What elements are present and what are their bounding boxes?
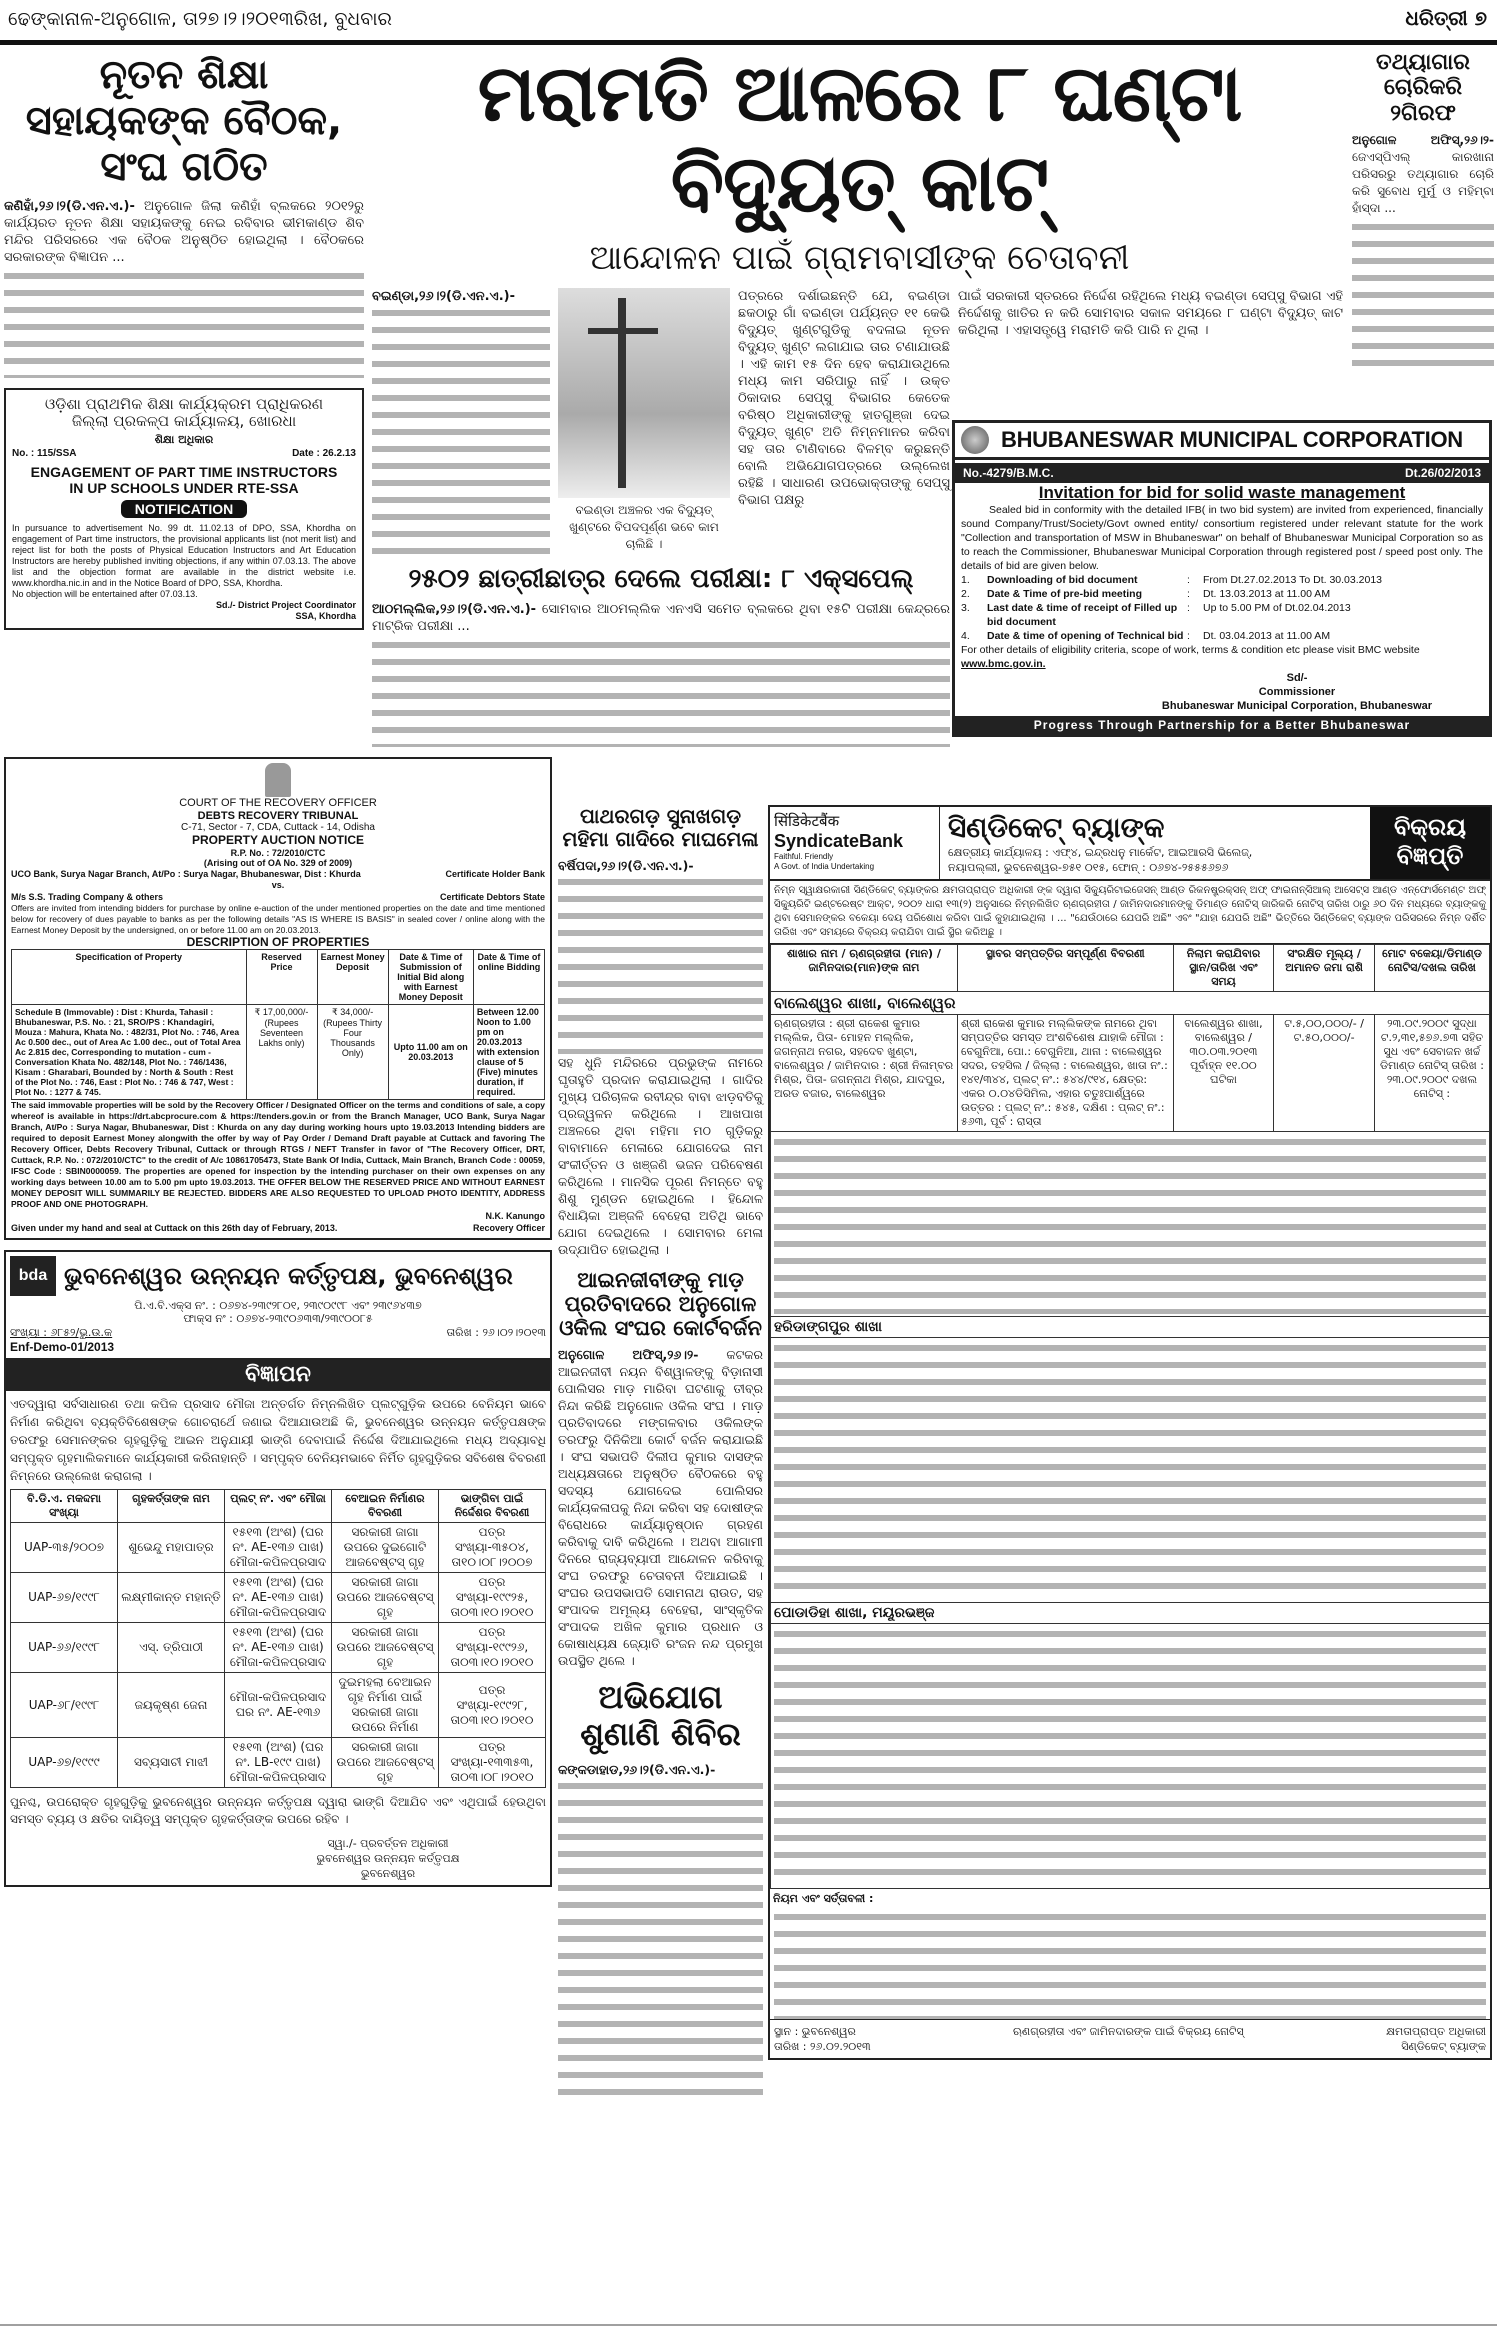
drt-auction-ad bbox=[4, 757, 552, 1240]
story-dateline: କଙ୍କଡାହାଡ,୨୬।୨(ଡି.ଏନ.ଏ.)- bbox=[558, 1762, 716, 1778]
org-name: ଓଡ଼ିଶା ପ୍ରାଥମିକ ଶିକ୍ଷା କାର୍ଯ୍ୟକ୍ରମ ପ୍ରାଧିକରଣ bbox=[44, 395, 324, 413]
branch-name: ପୋଡାଡିହା ଶାଖା, ମୟୂରଭଞ୍ଜ bbox=[771, 1602, 1490, 1623]
dues-cell: ୨୩.୦୯.୨୦୦୯ ସୁଦ୍ଧା ଟ.୨,୩୧,୫୭୬.୭୩ ସହିତ ସୁଧ ଏବଂ ସେବାଜନ ଖର୍ଚ୍ଚ ଡିମାଣ୍ଡ ନୋଟିସ୍ ତାରିଖ : ୨୩.୦୯.୨୦୦୯ ଦଖଲ ନୋଟିସ୍ : bbox=[1374, 1014, 1489, 1131]
text-placeholder bbox=[4, 268, 364, 378]
notice-number: No. : 115/SSA bbox=[12, 448, 77, 460]
ad-subtitle: IN UP SCHOOLS UNDER RTE-SSA bbox=[69, 480, 299, 497]
sale-notice-banner: ବିକ୍ରୟ ବିଜ୍ଞପ୍ତି bbox=[1370, 807, 1490, 879]
text-placeholder bbox=[774, 1626, 1486, 1886]
story-dateline: ଅନୁଗୋଳ ଅଫିସ୍,୨୬।୨- bbox=[558, 1347, 699, 1363]
headline: ଅଭିଯୋଗ ଶୁଣାଣି ଶିବିର bbox=[580, 1678, 741, 1754]
story-theft bbox=[1352, 50, 1494, 369]
table-cell: ୧୫୧୩ (ଅଂଶ) (ଘର ନଂ. AE-୧୩୬ ପାଖ) ମୌଜା-କପିଳପ୍ରସାଦ bbox=[225, 1623, 332, 1673]
table-row bbox=[11, 1623, 546, 1673]
bmc-bid-ad bbox=[952, 420, 1492, 737]
terms: The said immovable properties will be sold by the Recovery Officer / Designated Officer on the terms and conditions of sale, a copy whereof is available in https://drt.abcprocure.com & https://tenders.gov.in or from the Branch Manager, UCO Bank, Surya Nagar Branch, At/Po : Surya Nagar, Bhubaneswar, Dist : Khurda on any day during working hours upto 19.03.2013 Intending bidders are required to deposit Earnest Money alongwith the offer by way of Pay Order / Demand Draft payable at Cuttack and favoring The Recovery Officer, Debts Recovery Tribunal, Cuttack or through RTGS / NEFT Transfer in favor of "The Recovery Officer, DRT, Cuttack, R.P. No. : 072/2010/CTC" to the credit of A/c 10861705473, State Bank Of India, Cuttack, Main Branch, Branch Code : 00059, IFSC Code : SBIN0000059. The properties are opened for inspection by the intending purchaser on their own expenses on any working days between 10.00 am to 5.00 pm upto 19.03.2013. THE OFFER BELOW THE RESERVED PRICE AND WITHOUT EARNEST MONEY DEPOSIT WILL SUMMARILY BE REJECTED. BIDDERS ARE ALSO REQUESTED TO UPLOAD PHOTO IDENTITY, ADDRESS PROOF AND ONE PHOTOGRAPH. bbox=[11, 1100, 545, 1210]
table-cell: Schedule B (Immovable) : Dist : Khurda, Tahasil : Bhubaneswar, P.S. No. : 21, SRO/PS : Khandagiri, Mouza : Mahura, Khata No. : 482/31, Plot No. : 746, Area Ac 0.500 dec., out of Area Ac 1.00 dec., out of Total Area Ac 2.815 dec, Corresponding to mutation - cum - Conversation Khata No. 482/148, Plot No. : 746/1436, Kisam : Gharabari, Bounded by : North & South : Rest of the Plot No. : 746, East : Plot No. : 746 & 747, West : Plot No. : 1277 & 745. bbox=[12, 1005, 247, 1100]
item-number: 2. bbox=[961, 588, 970, 600]
table-cell: Between 12.00 Noon to 1.00 pm on 20.03.2013 with extension clause of 5 (Five) minutes duration, if required. bbox=[473, 1005, 544, 1100]
notification-badge: NOTIFICATION bbox=[121, 500, 248, 518]
logo-english: SyndicateBank bbox=[774, 831, 904, 851]
story-exam bbox=[372, 565, 950, 747]
column-header: ଗୃହକର୍ତ୍ତାଙ୍କ ନାମ bbox=[118, 1490, 225, 1523]
signatory: କ୍ଷମତାପ୍ରାପ୍ତ ଅଧିକାରୀ bbox=[1386, 2024, 1486, 2038]
syndicate-logo bbox=[770, 807, 940, 879]
table-title: DESCRIPTION OF PROPERTIES bbox=[186, 934, 370, 949]
power-cut-column-2 bbox=[558, 288, 730, 553]
table-cell: UAP-୩୫/୨୦୦୭ bbox=[11, 1523, 118, 1573]
bmc-logo-icon bbox=[961, 426, 989, 454]
signatory-org: Bhubaneswar Municipal Corporation, Bhubaneswar bbox=[1161, 700, 1433, 712]
price-cell: ଟ.୫,୦୦,୦୦୦/- / ଟ.୫୦,୦୦୦/- bbox=[1274, 1014, 1375, 1131]
borrower-cell: ଋଣଗ୍ରହୀତା : ଶ୍ରୀ ରାକେଶ କୁମାର ମଲ୍ଲିକ, ପିତା- ମୋହନ ମଲ୍ଲିକ, ଜଗନ୍ନାଥ ନଗର, ସହଦେବ ଖୁଣ୍ଟା, ବାଲେଶ୍ୱର / ଜାମିନଦାର : ଶ୍ରୀ ନିଳାମ୍ବର ମିଶ୍ର, ପିତା- ଜଗନ୍ନାଥ ମିଶ୍ର, ଯାଦପୁର, ଅରଡ ବଜାର, ବାଲେଶ୍ୱର bbox=[771, 1014, 958, 1131]
versus: vs. bbox=[271, 880, 285, 891]
page-bottom-rule bbox=[0, 2324, 1497, 2326]
column-header: ସ୍ଥାବର ସମ୍ପତ୍ତିର ସମ୍ପୂର୍ଣ୍ଣ ବିବରଣୀ bbox=[957, 944, 1173, 991]
story-fair bbox=[558, 805, 763, 1258]
table-cell: ପତ୍ର ସଂଖ୍ୟା-୩୫୦୪, ତା୧୦।୦୮।୨୦୦୭ bbox=[439, 1523, 546, 1573]
tribunal-name: DEBTS RECOVERY TRIBUNAL bbox=[197, 809, 359, 822]
notice-date: Dt.26/02/2013 bbox=[1404, 466, 1481, 480]
date: ତାରିଖ : ୨୬.୦୨.୨୦୧୩ bbox=[774, 2039, 871, 2053]
officer-title: Recovery Officer bbox=[472, 1223, 545, 1234]
given-under: Given under my hand and seal at Cuttack on this 26th day of February, 2013. bbox=[11, 1223, 338, 1234]
signature: Sd/- bbox=[1286, 672, 1308, 684]
item-label: Last date & time of receipt of Filled up bid document bbox=[987, 602, 1178, 628]
table-cell: ପତ୍ର ସଂଖ୍ୟା-୧୯୯୨୫, ତା୦୩।୧୦।୨୦୧୦ bbox=[439, 1573, 546, 1623]
story-dateline: ବଇଣ୍ଡା,୨୬।୨(ଡି.ଏନ.ଏ.)- bbox=[372, 289, 515, 304]
signatory-title: Commissioner bbox=[1258, 686, 1336, 698]
table-cell: ପତ୍ର ସଂଖ୍ୟା-୧୯୯୨୬, ତା୦୩।୧୦।୨୦୧୦ bbox=[439, 1623, 546, 1673]
power-cut-column-1 bbox=[372, 288, 550, 555]
subheadline: ଆନ୍ଦୋଳନ ପାଇଁ ଗ୍ରାମବାସୀଙ୍କ ଚେତାବନୀ bbox=[589, 238, 1130, 279]
properties-table bbox=[770, 944, 1490, 1889]
table-cell: ୧୫୧୩ (ଅଂଶ) (ଘର ନଂ. AE-୧୩୬ ପାଖ) ମୌଜା-କପିଳପ୍ରସାଦ bbox=[225, 1573, 332, 1623]
column-header: Reserved Price bbox=[246, 950, 317, 1005]
officer-name: N.K. Kanungo bbox=[485, 1211, 545, 1222]
table-row bbox=[11, 1573, 546, 1623]
column-header: Date & Time of Submission of Initial Bid along with Earnest Money Deposit bbox=[388, 950, 473, 1005]
table-cell: ସରକାରୀ ଜାଗା ଉପରେ ଆଜବେଷ୍ଟସ୍ ଗୃହ bbox=[332, 1623, 439, 1673]
table-cell: UAP-୬୭/୧୯୯୯ bbox=[11, 1738, 118, 1788]
fax-number: ଫାକ୍ସ ନଂ : ୦୬୭୪-୨୩୯୦୬୩୩/୨୩୯୦୦୮୫ bbox=[183, 1311, 373, 1325]
tribunal-address: C-71, Sector - 7, CDA, Cuttack - 14, Odisha bbox=[181, 822, 375, 834]
ad-title: PROPERTY AUCTION NOTICE bbox=[191, 832, 364, 847]
column-header: ମୋଟ ବକେୟା/ଡିମାଣ୍ଡ ନୋଟିସ/ଦଖଲ ତାରିଖ bbox=[1374, 944, 1489, 991]
item-value: From Dt.27.02.2013 To Dt. 30.03.2013 bbox=[1203, 574, 1383, 586]
branch-name: ବାଲେଶ୍ୱର ଶାଖା, ବାଲେଶ୍ୱର bbox=[771, 991, 1490, 1014]
headline: ଆଇନଜୀବୀଙ୍କୁ ମାଡ଼ ପ୍ରତିବାଦରେ ଅନୁଗୋଳ ଓକିଲ ସଂଘର କୋର୍ଟବର୍ଜନ bbox=[559, 1268, 762, 1341]
story-body: ଜେଏସ୍‌ପିଏଲ୍ କାରଖାନା ପରିସରରୁ ତଥ୍ୟାଗାର ଚୋରି କରି ସୁବୋଧ ମୁର୍ମୁ ଓ ମହିମ୍ବା ହାଁସ୍‌ଦା ... bbox=[1352, 149, 1494, 215]
debtor: M/s S.S. Trading Company & others bbox=[11, 891, 164, 902]
ad-body: Sealed bid in conformity with the detailed IFB( in two bid system) are invited from experienced, financially sound Company/Trust/Society/Govt owned entity/ consortium registered under relevant statute for the work "Collection and transportation of MSW in Bhubaneswar" on behalf of Bhubaneswar Municipal Corporation so as to reach the Commissioner, Bhubaneswar Municipal Corporation through registered post / speed post only. The details of bid are given below. bbox=[961, 504, 1483, 572]
text-placeholder bbox=[372, 305, 550, 555]
headline: ନୂତନ ଶିକ୍ଷା ସହାୟକଙ୍କ ବୈଠକ, ସଂଘ ଗଠିତ bbox=[25, 52, 343, 190]
notice-date: Date : 26.2.13 bbox=[292, 448, 356, 460]
rte-logo: ଶିକ୍ଷା ଅଧିକାର bbox=[154, 432, 214, 446]
ssa-notification-ad bbox=[4, 388, 364, 630]
table-cell: Upto 11.00 am on 20.03.2013 bbox=[388, 1005, 473, 1100]
signatory-place: ଭୁବନେଶ୍ୱର bbox=[360, 1867, 416, 1881]
rp-number: R.P. No. : 72/2010/CTC bbox=[230, 847, 326, 858]
story-body: ଅନୁଗୋଳ ଜିଲା କଣିହାଁ ବ୍ଲକରେ ୨୦୧୨ରୁ କାର୍ଯ୍ୟରତ ନୂତନ ଶିକ୍ଷା ସହାୟକଙ୍କୁ ନେଇ ରବିବାର ଭୀମକାଣ୍ଡ ଶିବ ମନ୍ଦିର ପରିସରରେ ଏକ ବୈଠକ ଅନୁଷ୍ଠିତ ହୋଇଥିଲା । ବୈଠକରେ ସରକାରଙ୍କ ବିଜ୍ଞାପନ ... bbox=[4, 199, 364, 265]
story-power-cut bbox=[372, 50, 1347, 278]
column-header: ଭାଙ୍ଗିବା ପାଇଁ ନିର୍ଦ୍ଦେଶର ବିବରଣୀ bbox=[439, 1490, 546, 1523]
table-cell: ₹ 17,00,000/- (Rupees Seventeen Lakhs only) bbox=[246, 1005, 317, 1100]
column-header: ନିଲାମ କରାଯିବାର ସ୍ଥାନ/ତାରିଖ ଏବଂ ସମୟ bbox=[1173, 944, 1274, 991]
story-dateline: କଣିହାଁ,୨୬।୨(ଡି.ଏନ.ଏ.)- bbox=[4, 199, 135, 214]
headline: ତଥ୍ୟାଗାର ଚୋରିକରି ୨ଗିରଫ bbox=[1376, 50, 1470, 126]
bid-schedule: 1. Downloading of bid document : From Dt.27.02.2013 To Dt. 30.03.2013 2. Date & Time of pre-bid meeting : Dt. 13.03.2013 at 11.00 AM 3. Last date & time of receipt of Filled up bid document : Up to 5.00 PM of Dt.02.04.2013 4. Date & time of opening of Technical bid : Dt. 03.04.2013 at 11.00 AM bbox=[961, 574, 1383, 642]
item-label: Downloading of bid document bbox=[987, 574, 1138, 586]
org-name: ଭୁବନେଶ୍ୱର ଉନ୍ନୟନ କର୍ତ୍ତୃପକ୍ଷ, ଭୁବନେଶ୍ୱର bbox=[64, 1261, 513, 1290]
story-body: ପତ୍ରରେ ଦର୍ଶାଇଛନ୍ତି ଯେ, ବଇଣ୍ଡା ଛକଠାରୁ ଗାଁ ବଇଣ୍ଡା ପର୍ଯ୍ୟନ୍ତ ୧୧ କେଭି ବିଦ୍ୟୁତ୍ ଖୁଣ୍ଟଗୁଡିକୁ ବଦଳାଇ ନୂତନ ବିଦ୍ୟୁତ୍ ଖୁଣ୍ଟ ଲଗାଯାଇ ତାର ଟଣାଯାଉଛି । ଏହି କାମ ୧୫ ଦିନ ହେବ କରାଯାଉଥିଲେ ମଧ୍ୟ କାମ ସରିପାରୁ ନାହିଁ । ଉକ୍ତ ଠିକାଦାର ସେପ୍ସୁ ବିଭାଗର କେତେକ ବରିଷ୍ଠ ଅଧିକାରୀଙ୍କୁ ହାତଗୁଞ୍ଜା ଦେଇ ବିଦ୍ୟୁତ୍ ଖୁଣ୍ଟ ଅତି ନିମ୍ନମାନର କରିବା ସହ ତାର ଟାଣିବାରେ ବିଳମ୍ବ କରୁଛନ୍ତି ବୋଲି ଅଭିଯୋଗପତ୍ରରେ ଉଲ୍ଲେଖ ରହିଛି । ସାଧାରଣ ଉପଭୋକ୍ତାଙ୍କୁ ସେପ୍ସୁ ବିଭାଗ ପକ୍ଷରୁ bbox=[738, 289, 950, 508]
signatory: ସ୍ୱା./- ପ୍ରବର୍ତ୍ତନ ଅଧିକାରୀ bbox=[327, 1837, 449, 1851]
text-placeholder bbox=[558, 874, 763, 1054]
holder-bank: UCO Bank, Surya Nagar Branch, At/Po : Surya Nagar, Bhubaneswar, Dist : Khurda bbox=[11, 869, 361, 880]
table-row bbox=[11, 1673, 546, 1738]
ad-note: No objection will be entertained after 07.03.13. bbox=[12, 589, 198, 600]
column-header: ବି.ଡି.ଏ. ମକଦ୍ଦମା ସଂଖ୍ୟା bbox=[11, 1490, 118, 1523]
headline: ପାଥରଗଡ଼ ସୁନାଖଗଡ଼ ମହିମା ଗାଦିରେ ମାଘମେଳା bbox=[562, 804, 759, 851]
ad-title: ENGAGEMENT OF PART TIME INSTRUCTORS bbox=[30, 464, 338, 481]
ad-body: In pursuance to advertisement No. 99 dt. 11.02.13 of DPO, SSA, Khordha on engagement of Part time instructors, the provisional applicants list (not merit list) and reject list for both the posts of Physical Education Instructors and Art Education Instructors are hereby published inviting objections, if any within 07.03.13. The above list and the objection format are available in the district website i.e. www.khordha.nic.in and in the Notice Board of DPO, SSA, Khordha. bbox=[12, 523, 356, 589]
story-body: ସୋମବାର ଆଠମଲ୍ଲିକ ଏନଏସି ସମେତ ବ୍ଲକରେ ଥିବା ୧୫ଟି ପରୀକ୍ଷା କେନ୍ଦ୍ରରେ ମାଟ୍ରିକ ପରୀକ୍ଷା ... bbox=[372, 601, 950, 634]
oa-number: (Arising out of OA No. 329 of 2009) bbox=[203, 857, 353, 868]
table-cell: UAP-୬୭/୧୯୯୮ bbox=[11, 1573, 118, 1623]
table-cell: ସରକାରୀ ଜାଗା ଉପରେ ଆଜବେଷ୍ଟସ୍ ଗୃହ bbox=[332, 1573, 439, 1623]
footer-text: For other details of eligibility criteria, scope of work, terms & condition etc please visit BMC website bbox=[961, 644, 1420, 656]
website-link[interactable]: www.bmc.gov.in. bbox=[961, 658, 1046, 670]
story-body: ସହ ଧୁନି ମନ୍ଦିରରେ ପ୍ରଭୁଙ୍କ ନାମରେ ଘୃତାହୁତି ପ୍ରଦାନ କରାଯାଇଥିଲା । ଗାଦିର ମୁଖ୍ୟ ପରିଚାଳକ ରବୀନ୍ଦ୍ର ବାବା ଝାଡ଼ବତିକୁ ପ୍ରଜ୍ୱଳନ କରିଥିଲେ । ଆଖପାଖ ଅଞ୍ଚଳରେ ଥିବା ମହିମା ମଠ ଗୁଡ଼ିକରୁ ବାବାମାନେ ମେଳାରେ ଯୋଗଦେଇ ନାମ ସଂକୀର୍ତ୍ତନ ଓ ଖଞ୍ଜଣି ଭଜନ ପରିବେଷଣ କରିଥିଲେ । ମାନସିକ ପୂରଣ ନିମନ୍ତେ ବହୁ ଶିଶୁ ମୁଣ୍ଡନ ହୋଇଥିଲେ । ହିନ୍ଦୋଳ ବିଧାୟିକା ଅଞ୍ଜଳି ବେହେରା ଅତିଥି ଭାବେ ଯୋଗ ଦେଇଥିଲେ । ସୋମବାର ମେଳା ଉଦ୍‌ଯାପିତ ହୋଇଥିଲା । bbox=[558, 1055, 763, 1257]
story-lawyers bbox=[558, 1268, 763, 1669]
syndicate-bank-sale-ad bbox=[768, 805, 1492, 2060]
table-cell: ଲକ୍ଷ୍ମୀକାନ୍ତ ମହାନ୍ତି bbox=[118, 1573, 225, 1623]
logo-tagline: Faithful. Friendly bbox=[774, 852, 834, 861]
column-header: ପ୍ଲଟ୍ ନଂ. ଏବଂ ମୌଜା bbox=[225, 1490, 332, 1523]
table-cell: ପତ୍ର ସଂଖ୍ୟା-୧୩୩୫୩, ତା୦୩।୦୮।୨୦୧୦ bbox=[439, 1738, 546, 1788]
signatory: Sd./- District Project Coordinator bbox=[215, 600, 356, 611]
item-label: Date & time of opening of Technical bid bbox=[987, 630, 1184, 642]
reference-number: Enf-Demo-01/2013 bbox=[10, 1340, 115, 1355]
table-cell: ୧୫୧୩ (ଅଂଶ) (ଘର ନଂ. AE-୧୩୬ ପାଖ) ମୌଜା-କପିଳପ୍ରସାଦ bbox=[225, 1523, 332, 1573]
slogan: Progress Through Partnership for a Better Bhubaneswar bbox=[955, 716, 1489, 734]
terms-title: ନିୟମ ଏବଂ ସର୍ତ୍ତାବଳୀ : bbox=[773, 1891, 874, 1905]
table-cell: UAP-୬୬/୧୯୯୮ bbox=[11, 1623, 118, 1673]
headline: ୨୫୦୨ ଛାତ୍ରୀଛାତ୍ର ଦେଲେ ପରୀକ୍ଷା: ୮ ଏକ୍ସପେଲ୍ bbox=[408, 564, 914, 594]
notice-number: No.-4279/B.M.C. bbox=[963, 466, 1054, 480]
table-row bbox=[11, 1738, 546, 1788]
table-cell: ଶୁଭେନ୍ଦୁ ମହାପାତ୍ର bbox=[118, 1523, 225, 1573]
middle-column bbox=[558, 805, 763, 2098]
table-row bbox=[771, 1014, 1490, 1131]
item-number: 1. bbox=[961, 574, 970, 586]
table-cell: ₹ 34,000/- (Rupees Thirty Four Thousands Only) bbox=[317, 1005, 388, 1100]
notice-banner: ବିଜ୍ଞାପନ bbox=[6, 1358, 550, 1391]
bda-logo-icon: bda bbox=[10, 1256, 56, 1296]
ad-intro: ନିମ୍ନ ସ୍ୱାକ୍ଷରକାରୀ ସିଣ୍ଡିକେଟ୍ ବ୍ୟାଙ୍କର କ୍ଷମତାପ୍ରାପ୍ତ ଅଧିକାରୀ ଙ୍କ ଦ୍ୱାରା ସିକ୍ୟୁରିଟାଇଜେସନ୍ ଆଣ୍ଡ ରିକନଷ୍ଟ୍ରକ୍‌ସନ୍ ଅଫ୍ ଫାଇନାନ୍‌ସିଆଲ୍ ଆସେଟ୍ସ ଆଣ୍ଡ ଏନ୍‌ଫୋର୍ସମେଣ୍ଟ ଅଫ୍ ସିକ୍ୟୁରିଟି ଇଣ୍ଟରେଷ୍ଟ ଆକ୍ଟ, ୨୦୦୨ ଧାରା ୧୩(୨) ଅନୁସାରେ ନିମ୍ନଲିଖିତ ଋଣଗ୍ରହୀତା / ଜାମିନଦାରମାନଙ୍କୁ ଡିମାଣ୍ଡ ନୋଟିସ୍ ଜାରିକରି ନୋଟିସ୍ ତାରିଖ ଠାରୁ ୬୦ ଦିନ ମଧ୍ୟରେ ବ୍ୟାଙ୍କକୁ ଥିବା ସେମାନଙ୍କର ବକେୟା ଦେୟ ପରିଶୋଧ କରିବା ପାଇଁ କୁହାଯାଇଥିଲା । ... "ଯେଉଁଠାରେ ଯେପରି ଅଛି" ଏବଂ "ଯାହା ଯେପରି ଅଛି" ଭିତ୍ତିରେ ସିଣ୍ଡିକେଟ୍ ବ୍ୟାଙ୍କ ପରିସରରେ ନିମ୍ନ ଦର୍ଶିତ ତାରିଖ ଏବଂ ସମୟରେ ବିକ୍ରୟ କରାଯିବା ପାଇଁ ସ୍ଥିର କରିଅଛୁ । bbox=[770, 881, 1490, 944]
column-header: Date & Time of online Bidding bbox=[473, 950, 544, 1005]
table-cell: ଜୟକୃଷ୍ଣ ଜେନା bbox=[118, 1673, 225, 1738]
table-cell: ସରକାରୀ ଜାଗା ଉପରେ ଦୁଇଗୋଟି ଆଜବେଷ୍ଟସ୍ ଗୃହ bbox=[332, 1523, 439, 1573]
text-placeholder bbox=[774, 1909, 1486, 2019]
masthead-rule bbox=[0, 40, 1497, 45]
headline: ମରାମତି ଆଳରେ ୮ ଘଣ୍ଟା ବିଦ୍ୟୁତ୍ କାଟ୍ bbox=[477, 49, 1242, 229]
text-placeholder bbox=[774, 1134, 1486, 1314]
closing-text: ପୁନଶ୍ଚ, ଉପରୋକ୍ତ ଗୃହଗୁଡ଼ିକୁ ଭୁବନେଶ୍ୱର ଉନ୍ନୟନ କର୍ତ୍ତୃପକ୍ଷ ଦ୍ୱାରା ଭାଙ୍ଗି ଦିଆଯିବ ଏବଂ ଏଥିପାଇଁ ହେଉଥିବା ସମସ୍ତ ବ୍ୟୟ ଓ କ୍ଷତିର ଦାୟିତ୍ୱ ସମ୍ପୃକ୍ତ ଗୃହକର୍ତ୍ତାଙ୍କ ଉପରେ ରହିବ । bbox=[10, 1795, 546, 1827]
pabx-number: ପି.ଏ.ବି.ଏକ୍ସ ନଂ. : ୦୬୭୪-୨୩୯୨୮୦୧, ୨୩୯୦୯୯୮ ଏବଂ ୨୩୯୬୪୩୭ bbox=[134, 1299, 422, 1312]
column-header: Earnest Money Deposit bbox=[317, 950, 388, 1005]
story-dateline: ଅନୁଗୋଳ ଅଫିସ୍,୨୬।୨- bbox=[1352, 132, 1494, 147]
story-hearing bbox=[558, 1679, 763, 2098]
holder-role: Certificate Holder Bank bbox=[445, 869, 545, 880]
table-cell: ପତ୍ର ସଂଖ୍ୟା-୧୯୯୨୮, ତା୦୩।୧୦।୨୦୧୦ bbox=[439, 1673, 546, 1738]
logo-govt: A Govt. of India Undertaking bbox=[774, 862, 875, 871]
table-cell: ସରକାରୀ ଜାଗା ଉପରେ ଆଜବେଷ୍ଟସ୍ ଗୃହ bbox=[332, 1738, 439, 1788]
national-emblem-icon bbox=[265, 763, 291, 797]
column-header: ସଂରକ୍ଷିତ ମୂଲ୍ୟ / ଅମାନତ ଜମା ରାଶି bbox=[1274, 944, 1375, 991]
item-label: Date & Time of pre-bid meeting bbox=[987, 588, 1142, 600]
office-name: ଜିଲ୍ଲା ପ୍ରକଳ୍ପ କାର୍ଯ୍ୟାଳୟ, ଖୋରଧା bbox=[71, 412, 297, 431]
org-name: BHUBANESWAR MUNICIPAL CORPORATION bbox=[1001, 427, 1463, 452]
table-cell: ସବ୍ୟସାଚୀ ମାଝୀ bbox=[118, 1738, 225, 1788]
story-teachers bbox=[4, 52, 364, 378]
story-dateline: ଆଠମଲ୍ଲିକ,୨୬।୨(ଡି.ଏନ.ଏ.)- bbox=[372, 601, 537, 617]
logo-hindi: सिंडिकेटबैंक bbox=[774, 813, 840, 830]
page-label: ଧରିତ୍ରୀ ୭ bbox=[1405, 6, 1487, 30]
dateline: ଢେଙ୍କାନାଳ-ଅନୁଗୋଳ, ତା୨୭।୨।୨୦୧୩ରିଖ, ବୁଧବାର bbox=[8, 8, 392, 30]
table-cell: ୧୫୧୩ (ଅଂଶ) (ଘର ନଂ. LB-୧୯୯ ପାଖ) ମୌଜା-କପିଳପ୍ରସାଦ bbox=[225, 1738, 332, 1788]
item-value: Up to 5.00 PM of Dt.02.04.2013 bbox=[1203, 602, 1351, 614]
center-block bbox=[372, 288, 950, 747]
power-pole-photo bbox=[558, 288, 730, 498]
text-placeholder bbox=[372, 637, 950, 747]
table-cell: ମୌଜା-କପିଳପ୍ରସାଦ ଘର ନଂ. AE-୧୩୬ bbox=[225, 1673, 332, 1738]
notice-number: ସଂଖ୍ୟା : ୬୮୫୨/ଭୁ.ଉ.କ bbox=[10, 1326, 113, 1340]
debtor-role: Certificate Debtors State bbox=[439, 891, 545, 902]
item-number: 3. bbox=[961, 602, 970, 614]
item-value: Dt. 13.03.2013 at 11.00 AM bbox=[1203, 588, 1331, 600]
table-cell: UAP-୬୮/୧୯୯୮ bbox=[11, 1673, 118, 1738]
place: ସ୍ଥାନ : ଭୁବନେଶ୍ୱର bbox=[774, 2024, 856, 2038]
item-number: 4. bbox=[961, 630, 970, 642]
text-placeholder bbox=[774, 1340, 1486, 1600]
notice-date: ତାରିଖ : ୨୬।୦୨।୨୦୧୩ bbox=[446, 1326, 546, 1340]
branch-name: ହରିଡାଙ୍ଗପୁର ଶାଖା bbox=[771, 1316, 1490, 1337]
signatory-office: SSA, Khordha bbox=[295, 611, 356, 622]
text-placeholder bbox=[558, 1778, 763, 2098]
bank-address: କ୍ଷେତ୍ରୀୟ କାର୍ଯ୍ୟାଳୟ : ଏଫ୍‌୪, ଇନ୍ଦ୍ରଧନୁ ମାର୍କେଟ, ଆଇଆରସି ଭିଲେଜ୍, bbox=[948, 845, 1253, 859]
column-header: Specification of Property bbox=[12, 950, 247, 1005]
signatory-org: ଭୁବନେଶ୍ୱର ଉନ୍ନୟନ କର୍ତ୍ତୃପକ୍ଷ bbox=[316, 1852, 460, 1866]
table-row bbox=[11, 1523, 546, 1573]
photo-caption: ବଇଣ୍ଡା ଅଞ୍ଚଳର ଏକ ବିଦ୍ୟୁତ୍ ଖୁଣ୍ଟରେ ବିପଦପୂର୍ଣ୍ଣ ଭବେ କାମ ଚାଲିଛି । bbox=[569, 503, 719, 551]
ad-intro: Offers are invited from intending bidders for purchase by online e-auction of the under mentioned properties on the date and time mentioned below for recovery of dues payable to banks as per the following details "AS IS WHERE IS BASIS" in sealed cover / online along with the Earnest Money Deposit by the undersigned, on or before 11.00 am on 20.03.2013. bbox=[11, 902, 545, 935]
column-header: ଶାଖାର ନାମ / ଋଣଗ୍ରହୀତା (ମାନ) / ଜାମିନଦାର(ମାନ)ଙ୍କ ନାମ bbox=[771, 944, 958, 991]
item-value: Dt. 03.04.2013 at 11.00 AM bbox=[1203, 630, 1331, 642]
ad-title: Invitation for bid for solid waste management bbox=[1038, 483, 1406, 502]
court-name: COURT OF THE RECOVERY OFFICER bbox=[179, 797, 377, 809]
borrower-notice: ଋଣଗ୍ରହୀତା ଏବଂ ଜାମିନଦାରଙ୍କ ପାଇଁ ବିକ୍ରୟ ନୋଟିସ୍ bbox=[1013, 2024, 1244, 2038]
table-cell: ଦୁଇମହଲା ବେଆଇନ ଗୃହ ନିର୍ମାଣ ପାଇଁ ସରକାରୀ ଜାଗା ଉପରେ ନିର୍ମାଣ bbox=[332, 1673, 439, 1738]
bank-address-2: ନୟାପଲ୍ଲୀ, ଭୁବନେଶ୍ୱର-୭୫୧ ୦୧୫, ଫୋନ୍ : ୦୬୭୪-୨୫୫୫୬୭୬ bbox=[948, 860, 1229, 874]
story-body: କଟକର ଆଇନଜୀବୀ ନୟନ ବିଶ୍ୱାଳଙ୍କୁ ବିଡ଼ାନାସୀ ପୋଲିସର ମାଡ଼ ମାରିବା ଘଟଣାକୁ ତୀବ୍ର ନିନ୍ଦା କରିଛି ଅନୁଗୋଳ ଓକିଲ ସଂଘ । ମାଡ଼ ପ୍ରତିବାଦରେ ମଙ୍ଗଳବାର ଓକିଲଙ୍କ ତରଫରୁ ଦିନିକିଆ କୋର୍ଟ ବର୍ଜନ କରାଯାଇଛି । ସଂଘ ସଭାପତି ଦିଲୀପ କୁମାର ଦାସଙ୍କ ଅଧ୍ୟକ୍ଷତାରେ ଅନୁଷ୍ଠିତ ବୈଠକରେ ବହୁ ସଦସ୍ୟ ଯୋଗଦେଇ ପୋଲିସର କାର୍ଯ୍ୟକଳାପକୁ ନିନ୍ଦା କରିବା ସହ ଦୋଷୀଙ୍କ ବିରୋଧରେ କାର୍ଯ୍ୟାନୁଷ୍ଠାନ ଗ୍ରହଣ କରିବାକୁ ଦାବି କରିଥିଲେ । ଅଥବା ଆଗାମୀ ଦିନରେ ରାଜ୍ୟବ୍ୟାପୀ ଆନ୍ଦୋଳନ କରିବାକୁ ସଂଘ ତରଫରୁ ଚେତାବନୀ ଦିଆଯାଇଛି । ସଂଘର ଉପସଭାପତି ସୋମନାଥ ରାଉତ, ସହ ସଂପାଦକ ଅମୂଲ୍ୟ ବେହେରା, ସାଂସ୍କୃତିକ ସଂପାଦକ ଅଖିଳ କୁମାର ପ୍ରଧାନ ଓ କୋଷାଧ୍ୟକ୍ଷ ଜ୍ୟୋତି ରଂଜନ ନନ୍ଦ ପ୍ରମୁଖ ଉପସ୍ଥିତ ଥିଲେ । bbox=[558, 1347, 763, 1669]
bank-title: ସିଣ୍ଡିକେଟ୍ ବ୍ୟାଙ୍କ bbox=[948, 811, 1165, 844]
bda-notice-ad bbox=[4, 1250, 552, 1887]
cases-table bbox=[10, 1489, 546, 1788]
story-body-2: ପାଇଁ ସରକାରୀ ସ୍ତରରେ ନିର୍ଦ୍ଦେଶ ରହିଥିଲେ ମଧ୍ୟ ବଇଣ୍ଡା ସେପ୍ସୁ ବିଭାଗ ଏହି ନିର୍ଦ୍ଦେଶକୁ ଖାତିର ନ କରି ସୋମବାର ସକାଳ ସମୟରେ ୮ ଘଣ୍ଟା ବିଦ୍ୟୁତ୍ କାଟ କରିଥିଲା । ଏହାସତ୍ତ୍ୱେ ମରାମତି କରି ପାରି ନ ଥିଲା । bbox=[958, 289, 1343, 338]
column-header: ବେଆଇନ ନିର୍ମାଣର ବିବରଣୀ bbox=[332, 1490, 439, 1523]
left-column bbox=[4, 52, 364, 630]
ad-intro: ଏତଦ୍ୱାରା ସର୍ବସାଧାରଣ ତଥା କପିଳ ପ୍ରସାଦ ମୌଜା ଅନ୍ତର୍ଗତ ନିମ୍ନଲିଖିତ ପ୍ଲଟ୍‌ଗୁଡ଼ିକ ଉପରେ ବେନିୟମ ଭାବେ ନିର୍ମାଣ କରିଥିବା ବ୍ୟକ୍ତିବିଶେଷଙ୍କ ଗୋଚରାର୍ଥେ ଜଣାଇ ଦିଆଯାଉଅଛି କି, ଭୁବନେଶ୍ୱର ଉନ୍ନୟନ କର୍ତ୍ତୃପକ୍ଷଙ୍କ ତରଫରୁ ସେମାନଙ୍କର ଗୃହଗୁଡ଼ିକୁ ଆଇନ ଅନୁଯାୟୀ ଭାଙ୍ଗି ଦେବାପାଇଁ ନିର୍ଦ୍ଦେଶ ଦିଆଯାଇଥିଲେ ମଧ୍ୟ ଅଦ୍ୟାବଧି ସମ୍ପୃକ୍ତ ଗୃହମାଲିକମାନେ କାର୍ଯ୍ୟକାରୀ କରିନାହାନ୍ତି । ସମ୍ପୃକ୍ତ ବେନିୟମଭାବେ ନିର୍ମିତ ଗୃହଗୁଡ଼ିକର ସବିଶେଷ ବିବରଣୀ ନିମ୍ନରେ ଉଲ୍ଲେଖ କରାଗଲା । bbox=[10, 1397, 546, 1484]
auction-cell: ବାଲେଶ୍ୱର ଶାଖା, ବାଲେଶ୍ୱର / ୩୦.୦୩.୨୦୧୩ ପୂର୍ବାହ୍ନ ୧୧.୦୦ ଘଟିକା bbox=[1173, 1014, 1274, 1131]
property-cell: ଶ୍ରୀ ରାକେଶ କୁମାର ମଲ୍ଲିକଙ୍କ ନାମରେ ଥିବା ସମ୍ପତ୍ତିର ସମସ୍ତ ଅଂଶବିଶେଷ ଯାହାକି ମୌଜା : ବେଗୁନିଆ, ପୋ.: ବେଗୁନିଆ, ଥାନା : ବାଲେଶ୍ୱର ସଦର, ତହସିଲ / ଜିଲ୍ଲା : ବାଲେଶ୍ୱର, ଖାତା ନଂ.: ୧୪୧/୩୪୪, ପ୍ଲଟ୍ ନଂ.: ୫୪୪/୯୧୪, କ୍ଷେତ୍ର: ଏକର ୦.୦୪ଡିସିମିଲ, ଏହାର ଚତୁଃପାର୍ଶ୍ୱରେ ଉତ୍ତର : ପ୍ଲଟ୍ ନଂ.: ୫୪୫, ଦକ୍ଷିଣ : ପ୍ଲଟ୍ ନଂ.: ୫୬୩, ପୂର୍ବ : ରାସ୍ତା bbox=[957, 1014, 1173, 1131]
text-placeholder bbox=[1352, 219, 1494, 369]
property-table bbox=[11, 949, 545, 1100]
story-dateline: ବର୍ଷିପଦା,୨୬।୨(ଡି.ଏନ.ଏ.)- bbox=[558, 858, 694, 873]
table-cell: ଏସ୍. ତ୍ରିପାଠୀ bbox=[118, 1623, 225, 1673]
signatory-bank: ସିଣ୍ଡିକେଟ୍ ବ୍ୟାଙ୍କ bbox=[1401, 2039, 1486, 2053]
